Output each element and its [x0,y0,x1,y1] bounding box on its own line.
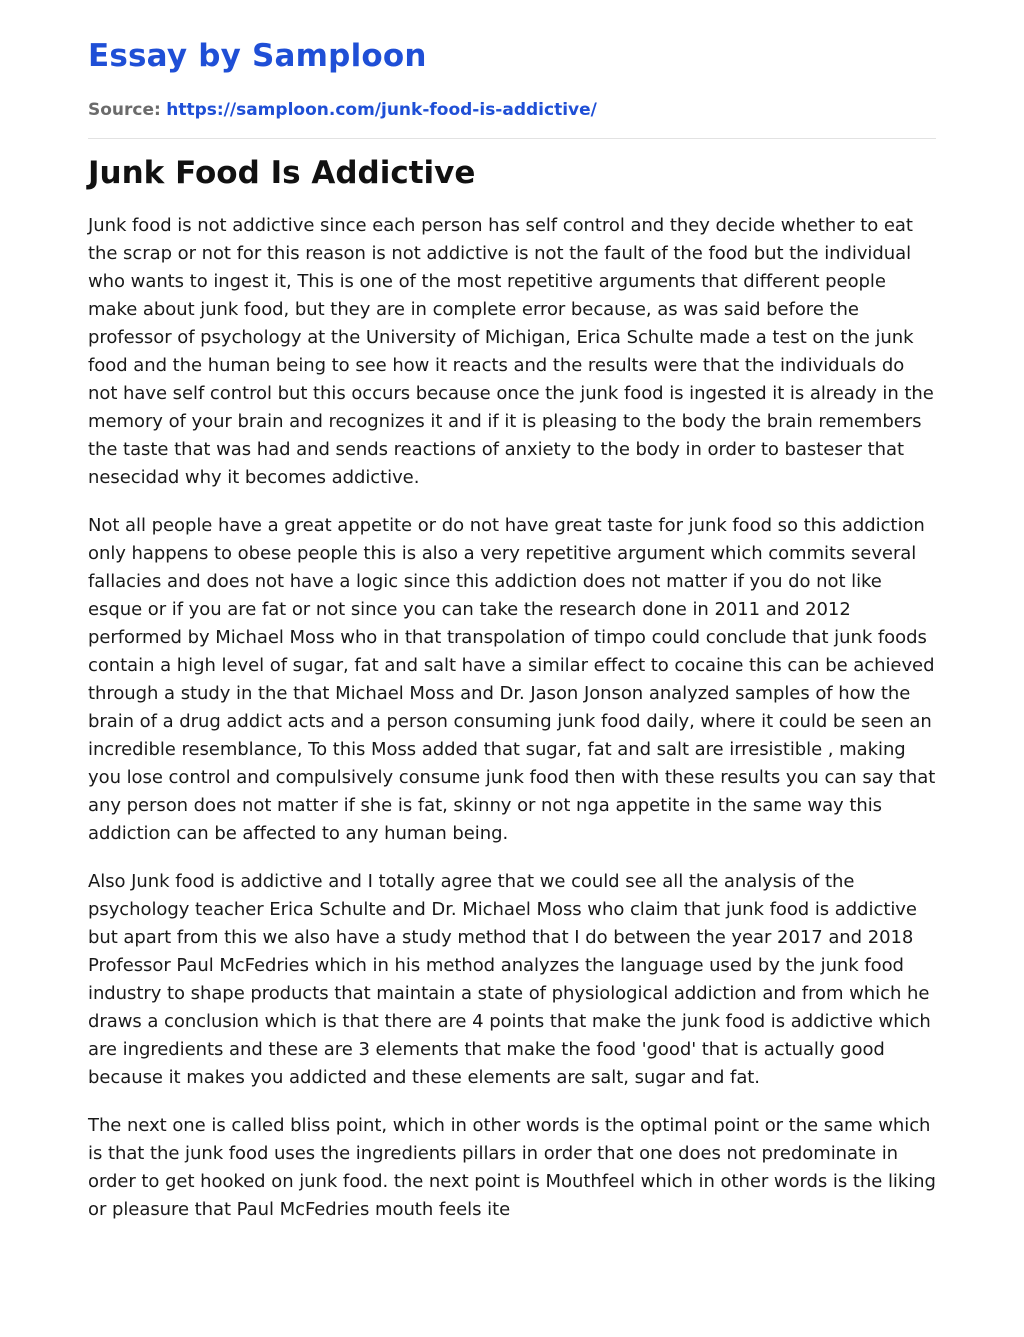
document-page [88,0,936,1244]
essay-paragraph-1: Junk food is not addictive since each person has self control and they decide whether to eat the scrap or not for this reason is not addictive is not the fault of the food but the individual who wants to ingest it, This is one of the most repetitive arguments that different people make about junk food, but they are in complete error because, as was said before the professor of psychology at the University of Michigan, Erica Schulte made a test on the junk food and the human being to see how it reacts and the results were that the individuals do not have self control but this occurs because once the junk food is ingested it is already in the memory of your brain and recognizes it and if it is pleasing to the body the brain remembers the taste that was had and sends reactions of anxiety to the body in order to basteser that nesecidad why it becomes addictive. [88,215,934,488]
essay-body [88,212,936,1224]
essay-paragraph-4: The next one is called bliss point, which in other words is the optimal point or the same which is that the junk food uses the ingredients pillars in order that one does not predominate in order to get hooked on junk food. the next point is Mouthfeel which in other words is the liking or pleasure that Paul McFedries mouth feels ite [88,1115,936,1220]
header-divider [88,138,936,139]
source-line [88,98,936,122]
essay-title: Junk Food Is Addictive [88,155,476,191]
source-label: Source: [88,100,161,120]
essay-paragraph-3: Also Junk food is addictive and I totally agree that we could see all the analysis of the psychology teacher Erica Schulte and Dr. Michael Moss who claim that junk food is addictive but apart from this we also have a study method that I do between the year 2017 and 2018 Professor Paul McFedries which in his method analyzes the language used by the junk food industry to shape products that maintain a state of physiological addiction and from which he draws a conclusion which is that there are 4 points that make the junk food is addictive which are ingredients and these are 3 elements that make the food 'good' that is actually good because it makes you addicted and these elements are salt, sugar and fat. [88,871,931,1088]
essay-paragraph-2: Not all people have a great appetite or do not have great taste for junk food so this addiction only happens to obese people this is also a very repetitive argument which commits several fallacies and does not have a logic since this addiction does not matter if you do not like esque or if you are fat or not since you can take the research done in 2011 and 2012 performed by Michael Moss who in that transpolation of timpo could conclude that junk foods contain a high level of sugar, fat and salt have a similar effect to cocaine this can be achieved through a study in the that Michael Moss and Dr. Jason Jonson analyzed samples of how the brain of a drug addict acts and a person consuming junk food daily, where it could be seen an incredible resemblance, To this Moss added that sugar, fat and salt are irresistible , making you lose control and compulsively consume junk food then with these results you can say that any person does not matter if she is fat, skinny or not nga appetite in the same way this addiction can be affected to any human being. [88,515,936,844]
brand-title: Essay by Samploon [88,38,427,74]
source-link[interactable]: https://samploon.com/junk-food-is-addictive/ [166,100,597,120]
